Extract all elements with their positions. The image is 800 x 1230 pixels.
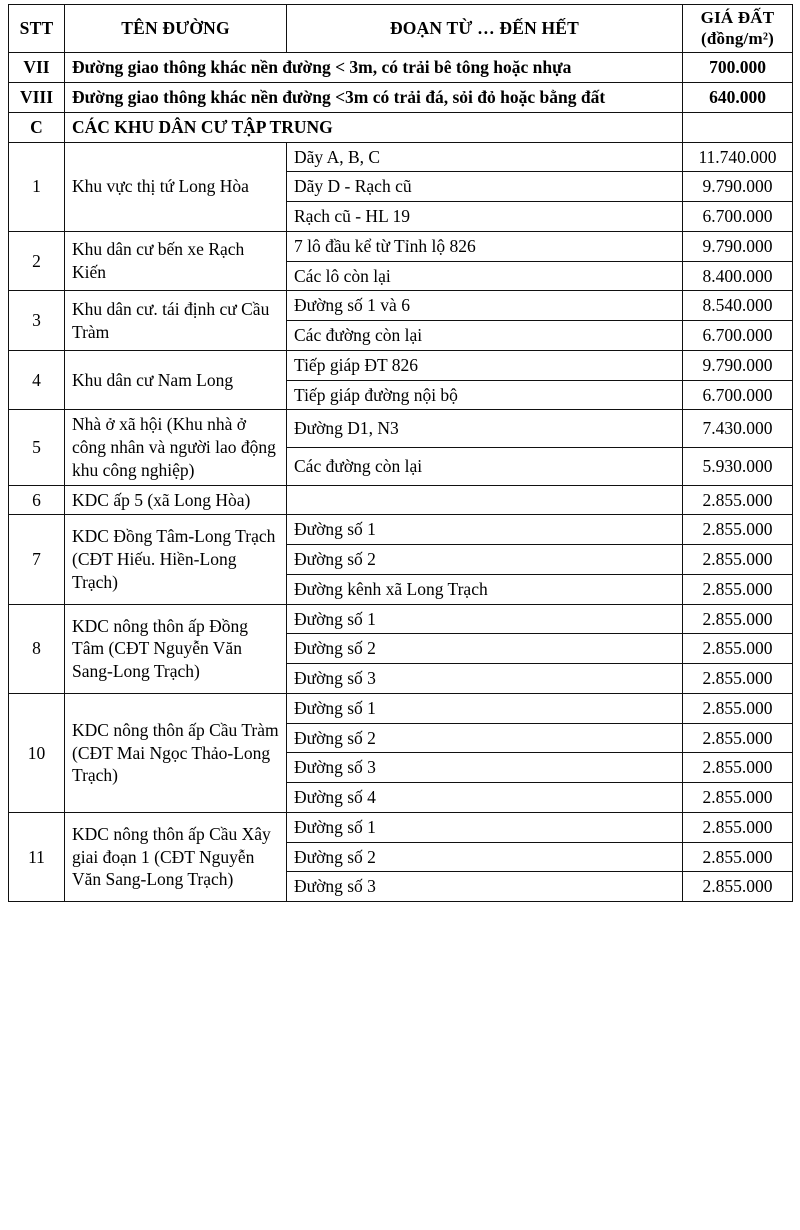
- row-price: 2.855.000: [683, 545, 793, 575]
- column-header-price: [683, 5, 793, 53]
- row-stt: 4: [9, 350, 65, 410]
- table-row: [9, 604, 793, 634]
- row-street-name: KDC Đồng Tâm-Long Trạch (CĐT Hiếu. Hiền-Long Trạch): [65, 515, 287, 604]
- column-header-street-name: TÊN ĐƯỜNG: [65, 5, 287, 53]
- column-header-price-main: GIÁ ĐẤT: [700, 8, 775, 27]
- column-header-stt: STT: [9, 5, 65, 53]
- row-segment: Dãy D - Rạch cũ: [287, 172, 683, 202]
- row-price: 11.740.000: [683, 142, 793, 172]
- row-stt: 7: [9, 515, 65, 604]
- header-row: [9, 5, 793, 53]
- row-street-name: Khu vực thị tứ Long Hòa: [65, 142, 287, 231]
- row-street-name: Khu dân cư Nam Long: [65, 350, 287, 410]
- table-row: [9, 83, 793, 113]
- row-segment: Đường số 2: [287, 842, 683, 872]
- table-row-group-heading: [9, 112, 793, 142]
- row-price: 9.790.000: [683, 231, 793, 261]
- row-street-name: KDC nông thôn ấp Đồng Tâm (CĐT Nguyễn Văn Sang-Long Trạch): [65, 604, 287, 693]
- row-segment: Tiếp giáp đường nội bộ: [287, 380, 683, 410]
- row-price: 640.000: [683, 83, 793, 113]
- row-price: 8.400.000: [683, 261, 793, 291]
- row-segment: [287, 485, 683, 515]
- table-row: [9, 410, 793, 448]
- table-row: [9, 515, 793, 545]
- row-stt: 11: [9, 812, 65, 901]
- row-price: 2.855.000: [683, 872, 793, 902]
- row-price: 2.855.000: [683, 515, 793, 545]
- row-segment: Đường số 4: [287, 783, 683, 813]
- row-price: 6.700.000: [683, 380, 793, 410]
- row-price: 7.430.000: [683, 410, 793, 448]
- row-segment: Các đường còn lại: [287, 448, 683, 486]
- row-segment: Đường số 1: [287, 812, 683, 842]
- table-row: [9, 53, 793, 83]
- row-price: 2.855.000: [683, 574, 793, 604]
- row-price: 2.855.000: [683, 485, 793, 515]
- row-street-name: KDC nông thôn ấp Cầu Xây giai đoạn 1 (CĐT Nguyễn Văn Sang-Long Trạch): [65, 812, 287, 901]
- group-stt: C: [9, 112, 65, 142]
- row-segment: Đường D1, N3: [287, 410, 683, 448]
- row-segment: 7 lô đầu kể từ Tỉnh lộ 826: [287, 231, 683, 261]
- row-price: 2.855.000: [683, 812, 793, 842]
- row-segment: Dãy A, B, C: [287, 142, 683, 172]
- row-segment: Đường số 3: [287, 664, 683, 694]
- row-stt: 5: [9, 410, 65, 485]
- row-segment: Tiếp giáp ĐT 826: [287, 350, 683, 380]
- row-street-name: KDC nông thôn ấp Cầu Tràm (CĐT Mai Ngọc Thảo-Long Trạch): [65, 693, 287, 812]
- land-price-table: [8, 4, 793, 902]
- row-price: 2.855.000: [683, 783, 793, 813]
- column-header-price-unit: (đồng/m²): [700, 28, 774, 48]
- row-price: 9.790.000: [683, 172, 793, 202]
- row-description: Đường giao thông khác nền đường <3m có trải đá, sỏi đỏ hoặc bằng đất: [65, 83, 683, 113]
- row-street-name: Khu dân cư. tái định cư Cầu Tràm: [65, 291, 287, 351]
- row-description: Đường giao thông khác nền đường < 3m, có trải bê tông hoặc nhựa: [65, 53, 683, 83]
- row-price: 9.790.000: [683, 350, 793, 380]
- row-stt: VIII: [9, 83, 65, 113]
- row-segment: Đường số 1: [287, 693, 683, 723]
- row-segment: Đường số 2: [287, 723, 683, 753]
- row-street-name: Khu dân cư bến xe Rạch Kiến: [65, 231, 287, 291]
- table-row: [9, 142, 793, 172]
- row-stt: 1: [9, 142, 65, 231]
- row-price: 2.855.000: [683, 604, 793, 634]
- row-stt: 3: [9, 291, 65, 351]
- column-header-segment: ĐOẠN TỪ … ĐẾN HẾT: [287, 5, 683, 53]
- group-price: [683, 112, 793, 142]
- row-price: 2.855.000: [683, 664, 793, 694]
- table-body: [9, 53, 793, 902]
- row-stt: 6: [9, 485, 65, 515]
- row-price: 2.855.000: [683, 634, 793, 664]
- row-price: 2.855.000: [683, 723, 793, 753]
- row-segment: Rạch cũ - HL 19: [287, 202, 683, 232]
- row-segment: Đường số 1: [287, 604, 683, 634]
- row-price: 2.855.000: [683, 693, 793, 723]
- row-price: 6.700.000: [683, 202, 793, 232]
- row-stt: 8: [9, 604, 65, 693]
- row-segment: Đường kênh xã Long Trạch: [287, 574, 683, 604]
- row-stt: VII: [9, 53, 65, 83]
- table-row: [9, 693, 793, 723]
- row-segment: Đường số 1 và 6: [287, 291, 683, 321]
- table-row: [9, 291, 793, 321]
- row-street-name: KDC ấp 5 (xã Long Hòa): [65, 485, 287, 515]
- row-stt: 10: [9, 693, 65, 812]
- table-row: [9, 350, 793, 380]
- row-segment: Đường số 3: [287, 753, 683, 783]
- row-street-name: Nhà ở xã hội (Khu nhà ở công nhân và người lao động khu công nghiệp): [65, 410, 287, 485]
- row-segment: Đường số 2: [287, 634, 683, 664]
- group-title: CÁC KHU DÂN CƯ TẬP TRUNG: [65, 112, 683, 142]
- row-segment: Đường số 2: [287, 545, 683, 575]
- row-segment: Đường số 3: [287, 872, 683, 902]
- table-row: [9, 812, 793, 842]
- table-row: [9, 231, 793, 261]
- row-price: 6.700.000: [683, 321, 793, 351]
- row-price: 2.855.000: [683, 753, 793, 783]
- row-stt: 2: [9, 231, 65, 291]
- table-header: [9, 5, 793, 53]
- row-price: 5.930.000: [683, 448, 793, 486]
- row-price: 8.540.000: [683, 291, 793, 321]
- row-price: 2.855.000: [683, 842, 793, 872]
- row-segment: Các đường còn lại: [287, 321, 683, 351]
- row-segment: Các lô còn lại: [287, 261, 683, 291]
- row-segment: Đường số 1: [287, 515, 683, 545]
- row-price: 700.000: [683, 53, 793, 83]
- table-row: [9, 485, 793, 515]
